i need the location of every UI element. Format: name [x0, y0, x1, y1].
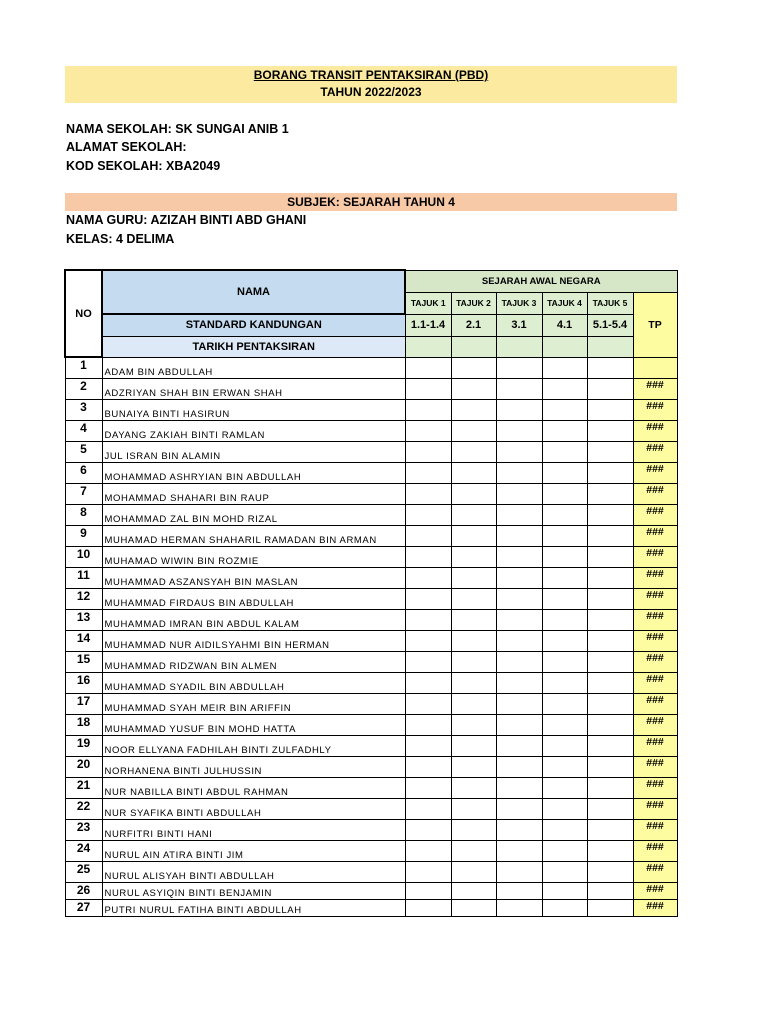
tp-cell[interactable]: ###: [633, 483, 677, 504]
score-cell-tajuk-2[interactable]: [451, 798, 496, 819]
tp-cell[interactable]: ###: [633, 798, 677, 819]
score-cell-tajuk-1[interactable]: [405, 504, 451, 525]
score-cell-tajuk-3[interactable]: [496, 899, 542, 916]
header-tp: TP: [633, 292, 677, 357]
row-number: 8: [65, 504, 102, 525]
score-cell-tajuk-5[interactable]: [587, 462, 633, 483]
score-cell-tajuk-2[interactable]: [451, 693, 496, 714]
kelas: KELAS: 4 DELIMA: [66, 232, 175, 246]
student-name: MUHAMMAD RIDZWAN BIN ALMEN: [102, 651, 405, 672]
score-cell-tajuk-4[interactable]: [542, 420, 587, 441]
score-cell-tajuk-5[interactable]: [587, 899, 633, 916]
score-cell-tajuk-5[interactable]: [587, 798, 633, 819]
tarikh-cell-2[interactable]: [451, 336, 496, 357]
tp-cell[interactable]: ###: [633, 525, 677, 546]
score-cell-tajuk-1[interactable]: [405, 777, 451, 798]
row-number: 17: [65, 693, 102, 714]
score-cell-tajuk-4[interactable]: [542, 357, 587, 378]
score-cell-tajuk-4[interactable]: [542, 378, 587, 399]
score-cell-tajuk-3[interactable]: [496, 630, 542, 651]
score-cell-tajuk-3[interactable]: [496, 672, 542, 693]
sk-value-1: 1.1-1.4: [405, 314, 451, 336]
table-row: [65, 483, 677, 504]
student-name: MUHAMMAD SYAH MEIR BIN ARIFFIN: [102, 693, 405, 714]
score-cell-tajuk-1[interactable]: [405, 588, 451, 609]
sk-value-4: 4.1: [542, 314, 587, 336]
score-cell-tajuk-2[interactable]: [451, 399, 496, 420]
table-row: [65, 399, 677, 420]
student-name: MOHAMMAD SHAHARI BIN RAUP: [102, 483, 405, 504]
score-cell-tajuk-1[interactable]: [405, 693, 451, 714]
score-cell-tajuk-5[interactable]: [587, 504, 633, 525]
score-cell-tajuk-3[interactable]: [496, 882, 542, 899]
score-cell-tajuk-5[interactable]: [587, 525, 633, 546]
table-row: [65, 504, 677, 525]
student-name: ADAM BIN ABDULLAH: [102, 357, 405, 378]
table-row: [65, 378, 677, 399]
student-name: DAYANG ZAKIAH BINTI RAMLAN: [102, 420, 405, 441]
row-number: 12: [65, 588, 102, 609]
tp-cell[interactable]: ###: [633, 819, 677, 840]
score-cell-tajuk-5[interactable]: [587, 399, 633, 420]
nama-sekolah: NAMA SEKOLAH: SK SUNGAI ANIB 1: [66, 122, 289, 136]
row-number: 6: [65, 462, 102, 483]
score-cell-tajuk-5[interactable]: [587, 588, 633, 609]
student-name: ADZRIYAN SHAH BIN ERWAN SHAH: [102, 378, 405, 399]
score-cell-tajuk-1[interactable]: [405, 546, 451, 567]
tp-cell[interactable]: ###: [633, 462, 677, 483]
score-cell-tajuk-5[interactable]: [587, 714, 633, 735]
tp-cell[interactable]: ###: [633, 609, 677, 630]
row-number: 20: [65, 756, 102, 777]
tp-cell[interactable]: ###: [633, 714, 677, 735]
header-nama: NAMA: [102, 270, 405, 314]
tp-cell[interactable]: ###: [633, 882, 677, 899]
score-cell-tajuk-1[interactable]: [405, 609, 451, 630]
score-cell-tajuk-4[interactable]: [542, 819, 587, 840]
row-number: 21: [65, 777, 102, 798]
score-cell-tajuk-3[interactable]: [496, 504, 542, 525]
row-number: 3: [65, 399, 102, 420]
score-cell-tajuk-3[interactable]: [496, 357, 542, 378]
row-number: 1: [65, 357, 102, 378]
score-cell-tajuk-2[interactable]: [451, 546, 496, 567]
table-row: [65, 899, 677, 916]
score-cell-tajuk-5[interactable]: [587, 777, 633, 798]
table-row: [65, 525, 677, 546]
row-number: 18: [65, 714, 102, 735]
score-cell-tajuk-2[interactable]: [451, 378, 496, 399]
score-cell-tajuk-3[interactable]: [496, 483, 542, 504]
row-number: 9: [65, 525, 102, 546]
tarikh-cell-4[interactable]: [542, 336, 587, 357]
score-cell-tajuk-4[interactable]: [542, 735, 587, 756]
assessment-table: [64, 269, 678, 917]
score-cell-tajuk-2[interactable]: [451, 525, 496, 546]
score-cell-tajuk-3[interactable]: [496, 735, 542, 756]
row-number: 13: [65, 609, 102, 630]
score-cell-tajuk-5[interactable]: [587, 651, 633, 672]
form-title-band: [65, 66, 677, 103]
tarikh-cell-3[interactable]: [496, 336, 542, 357]
score-cell-tajuk-4[interactable]: [542, 756, 587, 777]
student-name: MUHAMMAD FIRDAUS BIN ABDULLAH: [102, 588, 405, 609]
table-row: [65, 630, 677, 651]
score-cell-tajuk-5[interactable]: [587, 378, 633, 399]
student-name: NORHANENA BINTI JULHUSSIN: [102, 756, 405, 777]
score-cell-tajuk-5[interactable]: [587, 567, 633, 588]
table-row: [65, 441, 677, 462]
header-tajuk-3: TAJUK 3: [496, 292, 542, 314]
tp-cell[interactable]: ###: [633, 630, 677, 651]
row-number: 7: [65, 483, 102, 504]
score-cell-tajuk-1[interactable]: [405, 651, 451, 672]
score-cell-tajuk-1[interactable]: [405, 840, 451, 861]
tp-cell[interactable]: ###: [633, 735, 677, 756]
student-name: NURUL AIN ATIRA BINTI JIM: [102, 840, 405, 861]
table-row: [65, 609, 677, 630]
score-cell-tajuk-3[interactable]: [496, 651, 542, 672]
score-cell-tajuk-4[interactable]: [542, 714, 587, 735]
tp-cell[interactable]: ###: [633, 861, 677, 882]
score-cell-tajuk-2[interactable]: [451, 504, 496, 525]
student-name: MUHAMAD HERMAN SHAHARIL RAMADAN BIN ARMAN: [102, 525, 405, 546]
table-row: [65, 546, 677, 567]
table-row: [65, 588, 677, 609]
score-cell-tajuk-2[interactable]: [451, 840, 496, 861]
table-row: [65, 714, 677, 735]
tp-cell[interactable]: ###: [633, 840, 677, 861]
score-cell-tajuk-2[interactable]: [451, 899, 496, 916]
row-number: 2: [65, 378, 102, 399]
row-number: 24: [65, 840, 102, 861]
score-cell-tajuk-4[interactable]: [542, 504, 587, 525]
score-cell-tajuk-4[interactable]: [542, 525, 587, 546]
score-cell-tajuk-1[interactable]: [405, 567, 451, 588]
score-cell-tajuk-4[interactable]: [542, 441, 587, 462]
score-cell-tajuk-5[interactable]: [587, 819, 633, 840]
student-name: NURUL ASYIQIN BINTI BENJAMIN: [102, 882, 405, 899]
score-cell-tajuk-3[interactable]: [496, 861, 542, 882]
score-cell-tajuk-2[interactable]: [451, 861, 496, 882]
score-cell-tajuk-2[interactable]: [451, 420, 496, 441]
tp-cell[interactable]: ###: [633, 399, 677, 420]
student-name: MOHAMMAD ZAL BIN MOHD RIZAL: [102, 504, 405, 525]
row-number: 14: [65, 630, 102, 651]
tp-cell[interactable]: ###: [633, 546, 677, 567]
score-cell-tajuk-2[interactable]: [451, 483, 496, 504]
tp-cell[interactable]: ###: [633, 693, 677, 714]
score-cell-tajuk-3[interactable]: [496, 462, 542, 483]
student-name: PUTRI NURUL FATIHA BINTI ABDULLAH: [102, 899, 405, 916]
score-cell-tajuk-5[interactable]: [587, 882, 633, 899]
score-cell-tajuk-2[interactable]: [451, 819, 496, 840]
student-name: NUR SYAFIKA BINTI ABDULLAH: [102, 798, 405, 819]
table-row: [65, 672, 677, 693]
student-name: NOOR ELLYANA FADHILAH BINTI ZULFADHLY: [102, 735, 405, 756]
score-cell-tajuk-1[interactable]: [405, 735, 451, 756]
table-row: [65, 819, 677, 840]
score-cell-tajuk-1[interactable]: [405, 672, 451, 693]
row-number: 22: [65, 798, 102, 819]
header-no: NO: [65, 270, 102, 357]
tp-cell[interactable]: ###: [633, 756, 677, 777]
table-row: [65, 861, 677, 882]
score-cell-tajuk-2[interactable]: [451, 630, 496, 651]
student-name: MOHAMMAD ASHRYIAN BIN ABDULLAH: [102, 462, 405, 483]
tp-cell[interactable]: [633, 357, 677, 378]
score-cell-tajuk-1[interactable]: [405, 882, 451, 899]
score-cell-tajuk-3[interactable]: [496, 819, 542, 840]
score-cell-tajuk-5[interactable]: [587, 840, 633, 861]
score-cell-tajuk-2[interactable]: [451, 882, 496, 899]
student-name: NURUL ALISYAH BINTI ABDULLAH: [102, 861, 405, 882]
score-cell-tajuk-2[interactable]: [451, 441, 496, 462]
table-row: [65, 462, 677, 483]
score-cell-tajuk-2[interactable]: [451, 609, 496, 630]
score-cell-tajuk-4[interactable]: [542, 651, 587, 672]
score-cell-tajuk-3[interactable]: [496, 525, 542, 546]
score-cell-tajuk-1[interactable]: [405, 819, 451, 840]
table-row: [65, 882, 677, 899]
student-name: MUHAMMAD YUSUF BIN MOHD HATTA: [102, 714, 405, 735]
header-tajuk-1: TAJUK 1: [405, 292, 451, 314]
score-cell-tajuk-1[interactable]: [405, 399, 451, 420]
score-cell-tajuk-2[interactable]: [451, 735, 496, 756]
table-row: [65, 567, 677, 588]
score-cell-tajuk-3[interactable]: [496, 567, 542, 588]
tp-cell[interactable]: ###: [633, 504, 677, 525]
score-cell-tajuk-3[interactable]: [496, 546, 542, 567]
header-sejarah-awal-negara: SEJARAH AWAL NEGARA: [405, 270, 677, 292]
table-row: [65, 840, 677, 861]
tp-cell[interactable]: ###: [633, 420, 677, 441]
tp-cell[interactable]: ###: [633, 651, 677, 672]
score-cell-tajuk-4[interactable]: [542, 546, 587, 567]
table-row: [65, 651, 677, 672]
header-tajuk-5: TAJUK 5: [587, 292, 633, 314]
table-row: [65, 420, 677, 441]
score-cell-tajuk-4[interactable]: [542, 693, 587, 714]
score-cell-tajuk-4[interactable]: [542, 399, 587, 420]
row-number: 19: [65, 735, 102, 756]
row-number: 10: [65, 546, 102, 567]
score-cell-tajuk-4[interactable]: [542, 777, 587, 798]
row-number: 23: [65, 819, 102, 840]
row-number: 11: [65, 567, 102, 588]
score-cell-tajuk-3[interactable]: [496, 798, 542, 819]
score-cell-tajuk-4[interactable]: [542, 462, 587, 483]
table-row: [65, 693, 677, 714]
sk-value-5: 5.1-5.4: [587, 314, 633, 336]
nama-guru: NAMA GURU: AZIZAH BINTI ABD GHANI: [66, 213, 307, 227]
score-cell-tajuk-2[interactable]: [451, 567, 496, 588]
score-cell-tajuk-5[interactable]: [587, 483, 633, 504]
table-row: [65, 798, 677, 819]
student-name: MUHAMMAD SYADIL BIN ABDULLAH: [102, 672, 405, 693]
tp-cell[interactable]: ###: [633, 588, 677, 609]
score-cell-tajuk-2[interactable]: [451, 672, 496, 693]
score-cell-tajuk-1[interactable]: [405, 378, 451, 399]
score-cell-tajuk-5[interactable]: [587, 735, 633, 756]
sk-value-3: 3.1: [496, 314, 542, 336]
score-cell-tajuk-1[interactable]: [405, 357, 451, 378]
student-name: MUHAMAD WIWIN BIN ROZMIE: [102, 546, 405, 567]
table-row: [65, 756, 677, 777]
kod-sekolah: KOD SEKOLAH: XBA2049: [66, 159, 221, 173]
tp-cell[interactable]: ###: [633, 899, 677, 916]
score-cell-tajuk-1[interactable]: [405, 420, 451, 441]
score-cell-tajuk-2[interactable]: [451, 462, 496, 483]
subject-band: SUBJEK: SEJARAH TAHUN 4: [65, 193, 677, 211]
student-name: MUHAMMAD NUR AIDILSYAHMI BIN HERMAN: [102, 630, 405, 651]
score-cell-tajuk-4[interactable]: [542, 567, 587, 588]
score-cell-tajuk-3[interactable]: [496, 693, 542, 714]
score-cell-tajuk-1[interactable]: [405, 525, 451, 546]
score-cell-tajuk-5[interactable]: [587, 861, 633, 882]
tarikh-cell-5[interactable]: [587, 336, 633, 357]
form-year: TAHUN 2022/2023: [320, 85, 422, 99]
student-name: NURFITRI BINTI HANI: [102, 819, 405, 840]
tp-cell[interactable]: ###: [633, 777, 677, 798]
score-cell-tajuk-5[interactable]: [587, 672, 633, 693]
score-cell-tajuk-4[interactable]: [542, 840, 587, 861]
score-cell-tajuk-1[interactable]: [405, 630, 451, 651]
score-cell-tajuk-3[interactable]: [496, 714, 542, 735]
score-cell-tajuk-5[interactable]: [587, 357, 633, 378]
score-cell-tajuk-3[interactable]: [496, 378, 542, 399]
score-cell-tajuk-1[interactable]: [405, 756, 451, 777]
row-number: 5: [65, 441, 102, 462]
score-cell-tajuk-3[interactable]: [496, 609, 542, 630]
score-cell-tajuk-3[interactable]: [496, 756, 542, 777]
row-number: 27: [65, 899, 102, 916]
tp-cell[interactable]: ###: [633, 441, 677, 462]
score-cell-tajuk-1[interactable]: [405, 462, 451, 483]
score-cell-tajuk-4[interactable]: [542, 588, 587, 609]
score-cell-tajuk-4[interactable]: [542, 861, 587, 882]
score-cell-tajuk-2[interactable]: [451, 588, 496, 609]
score-cell-tajuk-4[interactable]: [542, 899, 587, 916]
score-cell-tajuk-5[interactable]: [587, 630, 633, 651]
score-cell-tajuk-4[interactable]: [542, 630, 587, 651]
score-cell-tajuk-5[interactable]: [587, 693, 633, 714]
sk-value-2: 2.1: [451, 314, 496, 336]
score-cell-tajuk-3[interactable]: [496, 399, 542, 420]
row-number: 15: [65, 651, 102, 672]
score-cell-tajuk-3[interactable]: [496, 420, 542, 441]
score-cell-tajuk-3[interactable]: [496, 777, 542, 798]
header-tajuk-4: TAJUK 4: [542, 292, 587, 314]
score-cell-tajuk-1[interactable]: [405, 441, 451, 462]
student-name: NUR NABILLA BINTI ABDUL RAHMAN: [102, 777, 405, 798]
score-cell-tajuk-1[interactable]: [405, 861, 451, 882]
table-row: [65, 735, 677, 756]
score-cell-tajuk-1[interactable]: [405, 798, 451, 819]
form-title: BORANG TRANSIT PENTAKSIRAN (PBD): [253, 68, 489, 82]
score-cell-tajuk-1[interactable]: [405, 899, 451, 916]
score-cell-tajuk-5[interactable]: [587, 546, 633, 567]
tp-cell[interactable]: ###: [633, 672, 677, 693]
score-cell-tajuk-2[interactable]: [451, 651, 496, 672]
header-standard-kandungan: STANDARD KANDUNGAN: [102, 314, 405, 336]
alamat-sekolah: ALAMAT SEKOLAH:: [66, 140, 187, 154]
student-name: MUHAMMAD IMRAN BIN ABDUL KALAM: [102, 609, 405, 630]
score-cell-tajuk-5[interactable]: [587, 609, 633, 630]
student-name: MUHAMMAD ASZANSYAH BIN MASLAN: [102, 567, 405, 588]
header-tajuk-2: TAJUK 2: [451, 292, 496, 314]
score-cell-tajuk-4[interactable]: [542, 882, 587, 899]
score-cell-tajuk-5[interactable]: [587, 420, 633, 441]
score-cell-tajuk-4[interactable]: [542, 483, 587, 504]
score-cell-tajuk-1[interactable]: [405, 483, 451, 504]
score-cell-tajuk-4[interactable]: [542, 672, 587, 693]
score-cell-tajuk-2[interactable]: [451, 714, 496, 735]
row-number: 16: [65, 672, 102, 693]
row-number: 26: [65, 882, 102, 899]
header-tarikh-pentaksiran: TARIKH PENTAKSIRAN: [102, 336, 405, 357]
score-cell-tajuk-1[interactable]: [405, 714, 451, 735]
score-cell-tajuk-2[interactable]: [451, 777, 496, 798]
score-cell-tajuk-4[interactable]: [542, 798, 587, 819]
tarikh-cell-1[interactable]: [405, 336, 451, 357]
table-row: [65, 357, 677, 378]
score-cell-tajuk-3[interactable]: [496, 588, 542, 609]
score-cell-tajuk-5[interactable]: [587, 441, 633, 462]
tp-cell[interactable]: ###: [633, 567, 677, 588]
score-cell-tajuk-2[interactable]: [451, 357, 496, 378]
tp-cell[interactable]: ###: [633, 378, 677, 399]
student-name: BUNAIYA BINTI HASIRUN: [102, 399, 405, 420]
score-cell-tajuk-3[interactable]: [496, 840, 542, 861]
table-row: [65, 777, 677, 798]
row-number: 4: [65, 420, 102, 441]
score-cell-tajuk-5[interactable]: [587, 756, 633, 777]
score-cell-tajuk-2[interactable]: [451, 756, 496, 777]
row-number: 25: [65, 861, 102, 882]
student-name: JUL ISRAN BIN ALAMIN: [102, 441, 405, 462]
score-cell-tajuk-4[interactable]: [542, 609, 587, 630]
score-cell-tajuk-3[interactable]: [496, 441, 542, 462]
